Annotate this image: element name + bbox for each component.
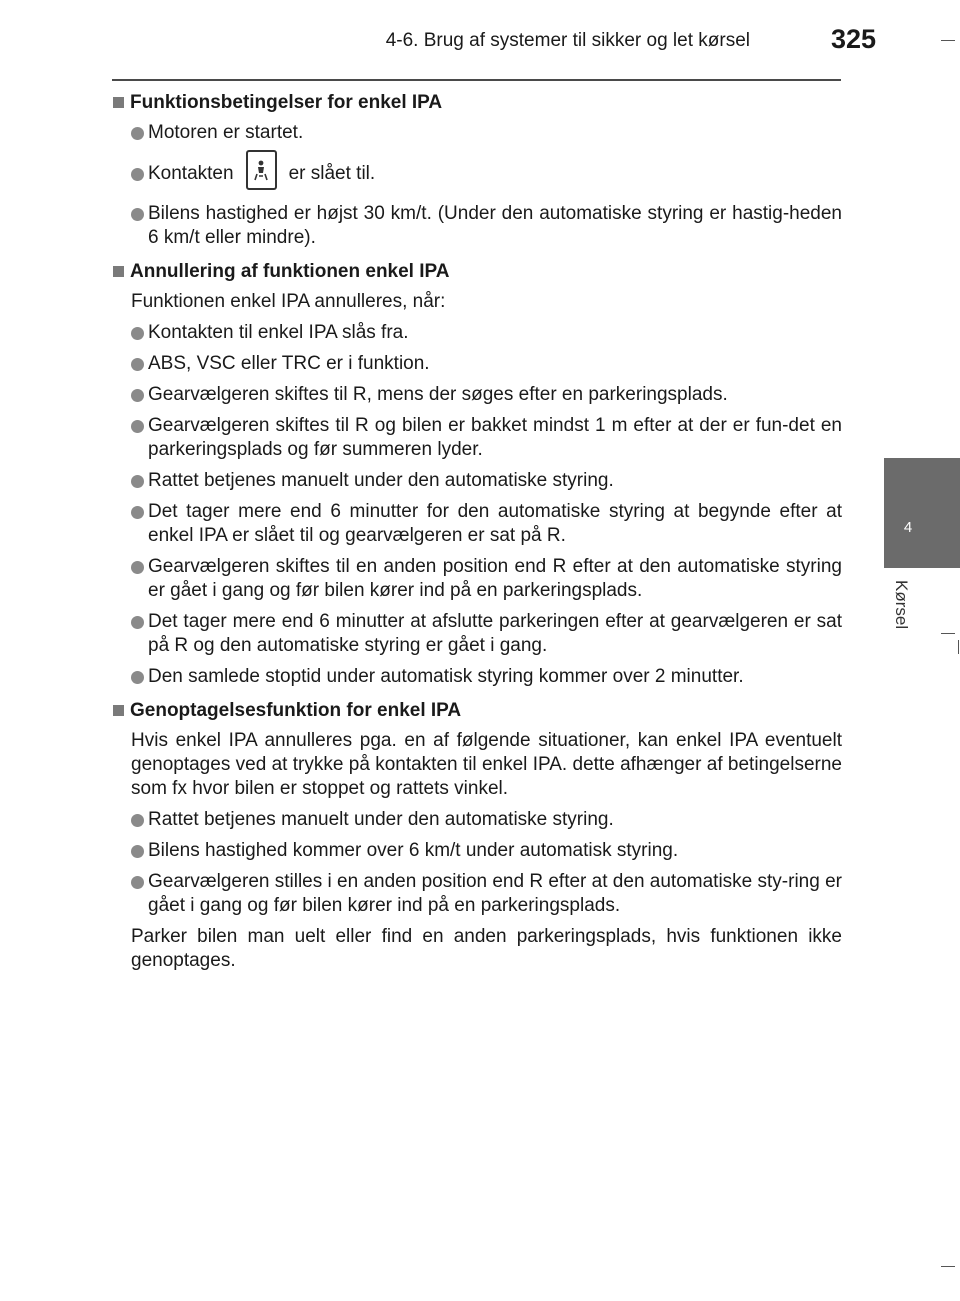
list-item: Gearvælgeren skiftes til en anden position end R efter at den automatiske styring er gået i gang og før bilen kører ind på en parkeringsplads. — [112, 555, 842, 603]
ipa-switch-icon — [246, 150, 277, 190]
bullet-dot-icon — [131, 506, 144, 519]
list-item: Rattet betjenes manuelt under den automatiske styring. — [112, 808, 842, 832]
crop-mark — [941, 1266, 955, 1267]
bullet-dot-icon — [131, 845, 144, 858]
list-item: Motoren er startet. — [112, 121, 842, 145]
chapter-label — [893, 580, 917, 660]
bullet-dot-icon — [131, 814, 144, 827]
paragraph: Parker bilen man uelt eller find en anden parkeringsplads, hvis funktionen ikke genoptages. — [131, 926, 842, 971]
list-item: Gearvælgeren skiftes til R, mens der søges efter en parkeringsplads. — [112, 383, 842, 407]
bullet-dot-icon — [131, 671, 144, 684]
paragraph: Funktionen enkel IPA annulleres, når: — [131, 291, 446, 312]
section-heading: Annullering af funktionen enkel IPA — [112, 260, 842, 284]
page-body — [112, 91, 842, 980]
bullet-dot-icon — [131, 389, 144, 402]
bullet-dot-icon — [131, 327, 144, 340]
list-item: ABS, VSC eller TRC er i funktion. — [112, 352, 842, 376]
list-item: Det tager mere end 6 minutter for den automatiske styring at begynde efter at enkel IPA er slået til og gearvælgeren er sat på R. — [112, 500, 842, 548]
list-item: Gearvælgeren skiftes til R og bilen er bakket mindst 1 m efter at der er fun-det en parkeringsplads og før summeren lyder. — [112, 414, 842, 462]
list-item: Bilens hastighed kommer over 6 km/t under automatisk styring. — [112, 839, 842, 863]
page-number: 325 — [830, 24, 876, 54]
bullet-dot-icon — [131, 561, 144, 574]
bullet-dot-icon — [131, 127, 144, 140]
header-rule — [112, 79, 841, 81]
bullet-dot-icon — [131, 208, 144, 221]
list-item: Kontakten til enkel IPA slås fra. — [112, 321, 842, 345]
bullet-dot-icon — [131, 358, 144, 371]
square-marker-icon — [113, 266, 124, 277]
section-heading: Funktionsbetingelser for enkel IPA — [112, 91, 842, 115]
square-marker-icon — [113, 705, 124, 716]
bullet-dot-icon — [131, 168, 144, 181]
chapter-label-text: Kørsel — [892, 580, 911, 630]
list-item: Den samlede stoptid under automatisk styring kommer over 2 minutter. — [112, 665, 842, 689]
chapter-number: 4 — [903, 519, 913, 536]
crop-mark — [941, 40, 955, 41]
crop-mark — [941, 633, 955, 634]
bullet-dot-icon — [131, 475, 144, 488]
list-item: Bilens hastighed er højst 30 km/t. (Under den automatiske styring er hastig-heden 6 km/t eller mindre). — [112, 202, 842, 250]
crop-mark — [958, 640, 959, 654]
bullet-dot-icon — [131, 876, 144, 889]
bullet-dot-icon — [131, 420, 144, 433]
list-item: Rattet betjenes manuelt under den automatiske styring. — [112, 469, 842, 493]
list-item: Det tager mere end 6 minutter at afslutte parkeringen efter at gearvælgeren er sat på R og den automatiske styring er gået i gang. — [112, 610, 842, 658]
square-marker-icon — [113, 97, 124, 108]
bullet-dot-icon — [131, 616, 144, 629]
paragraph: Hvis enkel IPA annulleres pga. en af følgende situationer, kan enkel IPA eventuelt genoptages ved at trykke på kontakten til enkel IPA. dette afhænger af betingelserne som fx hvor bilen er stoppet og rattets vinkel. — [131, 730, 842, 799]
chapter-tab — [884, 458, 960, 568]
section-title: 4-6. Brug af systemer til sikker og let kørsel — [385, 30, 750, 51]
section-heading: Genoptagelsesfunktion for enkel IPA — [112, 699, 842, 723]
list-item: Kontakten er slået til. — [112, 154, 842, 194]
list-item: Gearvælgeren stilles i en anden position end R efter at den automatiske sty-ring er gået i gang og før bilen kører ind på en parkeringsplads. — [112, 870, 842, 918]
